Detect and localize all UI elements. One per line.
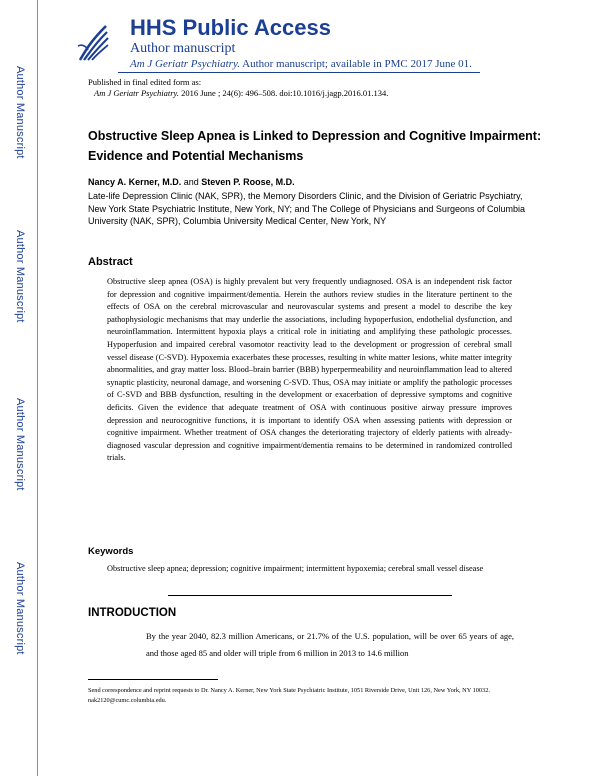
author-conjunction: and — [183, 177, 199, 187]
affiliations: Late-life Depression Clinic (NAK, SPR), the Memory Disorders Clinic, and the Division of Geriatric Psychiatry, New York State Psychiatric Institute, New York, NY; and The College of Physicians and Surgeons of Columbia University (NAK, SPR), Columbia University Medical Center, New York, NY — [88, 191, 525, 227]
introduction-text: By the year 2040, 82.3 million Americans, or 21.7% of the U.S. population, will be over 65 years of age, and those aged 85 and older will triple from 6 million in 2013 to 14.6 million — [146, 631, 514, 658]
header-journal: Am J Geriatr Psychiatry. — [130, 58, 240, 70]
keywords-heading: Keywords — [88, 546, 134, 557]
author-kerner: Nancy A. Kerner, M.D. — [88, 177, 182, 187]
side-label-author-manuscript: Author Manuscript — [14, 398, 26, 491]
published-label: Published in final edited form as: — [88, 77, 202, 87]
header-citation — [130, 58, 472, 70]
header-divider — [118, 72, 480, 73]
author-roose: Steven P. Roose, M.D. — [201, 177, 295, 187]
side-label-author-manuscript: Author Manuscript — [14, 66, 26, 159]
header-availability: Author manuscript; available in PMC 2017 June 01. — [242, 58, 472, 70]
publication-citation — [94, 88, 388, 98]
hhs-eagle-logo-icon — [76, 20, 110, 64]
author-manuscript-subtitle: Author manuscript — [130, 41, 236, 56]
correspondence-footnote: Send correspondence and reprint requests to Dr. Nancy A. Kerner, New York State Psychiatric Institute, 1051 Riverside Drive, Unit 126, New York, NY 10032. nak2120@cumc.columbia.edu. — [88, 687, 490, 704]
publication-journal: Am J Geriatr Psychiatry. — [94, 88, 179, 98]
footnote-divider — [88, 679, 218, 680]
abstract-text: Obstructive sleep apnea (OSA) is highly prevalent but very frequently undiagnosed. OSA is an independent risk factor for depression and cognitive impairment/dementia. Herein the authors review studies in the literature pertinent to the effects of OSA on the cerebral microvascular and neurovascular systems and present a model to describe the key pathophysiologic mechanisms that may underlie the associations, including hypoperfusion, endothelial dysfunction, and neuroinflammation. Intermittent hypoxia plays a critical role in initiating and amplifying these pathologic processes. Hypoperfusion and impaired cerebral vasomotor reactivity lead to the development or progression of cerebral small vessel disease (C-SVD). Hypoxemia exacerbates these processes, resulting in white matter lesions, white matter integrity abnormalities, and gray matter loss. Blood–brain barrier (BBB) hyperpermeability and neuroinflammation lead to altered synaptic plasticity, neuronal damage, and worsening C-SVD. Thus, OSA may initiate or amplify the pathologic processes of C-SVD and BBB dysfunction, resulting in the development or exacerbation of depressive symptoms and cognitive deficits. Given the evidence that adequate treatment of OSA with continuous positive airway pressure improves depression and neurocognitive functions, it is important to identify OSA when assessing patients with depression or cognitive impairment. Whether treatment of OSA changes the deteriorating trajectory of elderly patients with already-diagnosed vascular depression and cognitive impairment/dementia remains to be determined in randomized controlled trials. — [107, 277, 512, 463]
section-divider — [168, 595, 452, 596]
introduction-heading: INTRODUCTION — [88, 607, 177, 619]
publication-details: 2016 June ; 24(6): 496–508. doi:10.1016/j.jagp.2016.01.134. — [181, 88, 389, 98]
keywords-text: Obstructive sleep apnea; depression; cognitive impairment; intermittent hypoxemia; cerebral small vessel disease — [107, 564, 484, 573]
hhs-public-access-title: HHS Public Access — [130, 15, 331, 40]
article-title: Obstructive Sleep Apnea is Linked to Depression and Cognitive Impairment: Evidence and Potential Mechanisms — [88, 129, 542, 163]
margin-rule — [37, 0, 38, 776]
side-label-author-manuscript: Author Manuscript — [14, 562, 26, 655]
side-label-author-manuscript: Author Manuscript — [14, 230, 26, 323]
abstract-heading: Abstract — [88, 256, 133, 268]
author-line — [88, 177, 295, 187]
